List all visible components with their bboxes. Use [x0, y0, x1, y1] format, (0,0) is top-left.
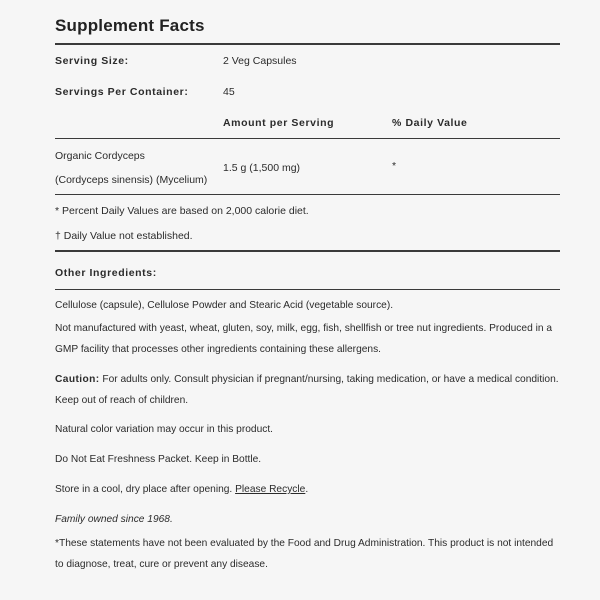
footnote-divider	[55, 250, 560, 252]
daily-value-header: % Daily Value	[392, 117, 468, 129]
ingredient-name: Organic Cordyceps	[55, 150, 145, 162]
storage-text: Store in a cool, dry place after opening.	[55, 484, 236, 495]
other-ingredients-divider	[55, 289, 560, 290]
servings-per-container-label: Servings Per Container:	[55, 86, 189, 98]
page-title: Supplement Facts	[55, 16, 205, 35]
amount-per-serving-header: Amount per Serving	[223, 117, 335, 129]
servings-per-container-value: 45	[223, 86, 235, 98]
fda-disclaimer: *These statements have not been evaluated by the Food and Drug Administration. This product is not intended to diagnose, treat, cure or prevent any disease.	[55, 538, 554, 570]
allergen-notice: Not manufactured with yeast, wheat, gluten, soy, milk, egg, fish, shellfish or tree nut ingredients. Produced in a GMP facility that processes other ingredients containing these allergens.	[55, 323, 552, 355]
ingredient-divider	[55, 194, 560, 195]
storage-note	[55, 479, 560, 500]
footnote-not-established: † Daily Value not established.	[55, 230, 193, 242]
title-divider	[55, 43, 560, 45]
ingredient-subname: (Cordyceps sinensis) (Mycelium)	[55, 174, 208, 186]
freshness-note: Do Not Eat Freshness Packet. Keep in Bottle.	[55, 454, 262, 465]
please-recycle-link[interactable]: Please Recycle	[235, 484, 306, 495]
other-ingredients-text: Cellulose (capsule), Cellulose Powder and Stearic Acid (vegetable source).	[55, 300, 394, 311]
family-owned-note: Family owned since 1968.	[55, 514, 173, 525]
caution-body: For adults only. Consult physician if pregnant/nursing, taking medication, or have a medical condition. Keep out of reach of children.	[55, 374, 559, 406]
footnote-daily-values: * Percent Daily Values are based on 2,000 calorie diet.	[55, 205, 309, 217]
header-divider	[55, 138, 560, 139]
ingredient-daily-value: *	[392, 160, 397, 172]
serving-size-value: 2 Veg Capsules	[223, 55, 297, 67]
other-ingredients-label: Other Ingredients:	[55, 267, 157, 279]
ingredient-amount: 1.5 g (1,500 mg)	[223, 162, 301, 174]
caution-label: Caution:	[55, 374, 100, 385]
serving-size-label: Serving Size:	[55, 55, 129, 67]
storage-end: .	[305, 484, 309, 495]
color-variation-note: Natural color variation may occur in this product.	[55, 424, 273, 435]
caution-text	[55, 369, 560, 411]
